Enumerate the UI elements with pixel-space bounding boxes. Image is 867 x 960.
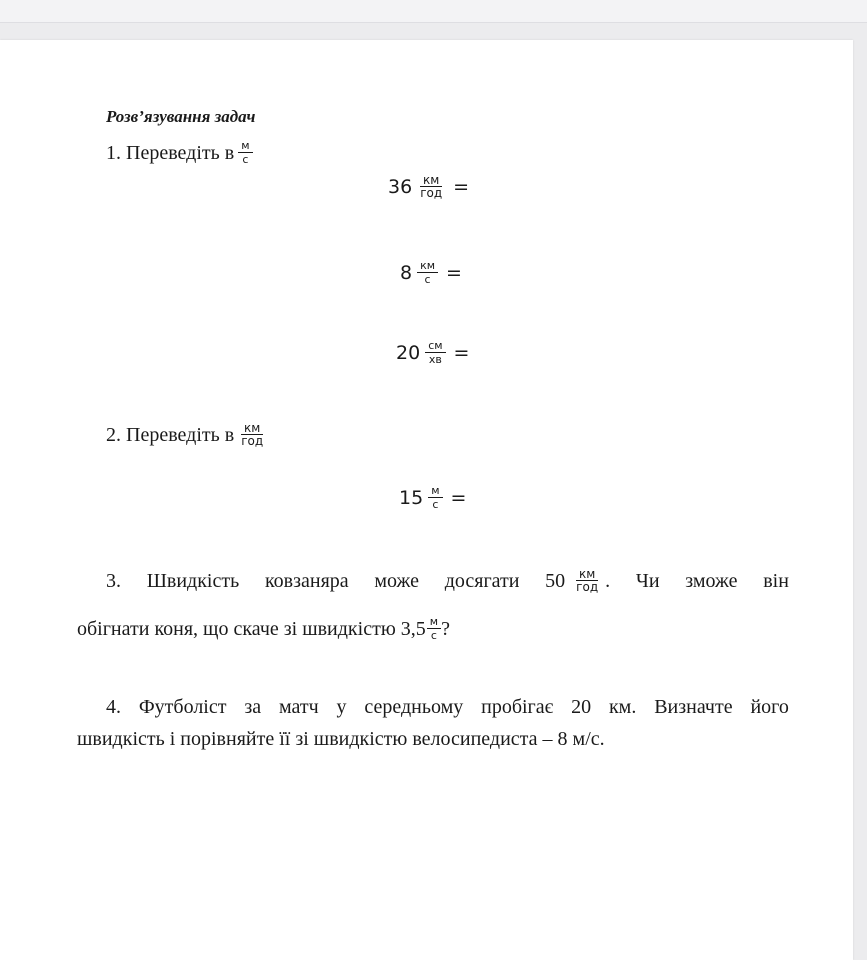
task3-line-2: обігнати коня, що скаче зі швидкістю 3,5 $\frac{м}{с}$ ? [77,615,450,642]
task1-item-2: 8 $\frac{км}{с}$ = [400,259,462,286]
task1-label: 1. Переведіть в [106,141,235,164]
task3-line-1: 3. Швидкість ковзаняра може досягати 50 $\frac{км}{\text{год}}$ . Чи зможе він [106,567,789,594]
task1-item-1: 36 $\frac{км}{\text{год}}$ = [388,173,470,200]
viewer-toolbar [0,0,867,23]
document-page [0,40,853,960]
task2-item-1: 15 $\frac{м}{с}$ = [399,484,467,511]
task3-unit-2: $\frac{м}{с}$ [427,616,441,642]
task3-unit-1: $\frac{км}{\text{год}}$ [576,567,599,594]
task1-unit: $\frac{м}{с}$ [238,140,252,166]
task2-unit: $\frac{км}{\text{год}}$ [241,421,264,448]
task2-label: 2. Переведіть в [106,423,235,446]
heading: Розв’язування задач [106,107,256,126]
task1-item-3: 20 $\frac{см}{хв}$ = [396,339,470,366]
task4-line-2: швидкість і порівняйте її зі швидкістю велосипедиста – 8 м/с. [77,728,605,750]
task1-title [106,140,257,166]
task2-title [106,422,270,448]
task4-line-1: 4. Футболіст за матч у середньому пробігає 20 км. Визначте його [106,696,789,718]
